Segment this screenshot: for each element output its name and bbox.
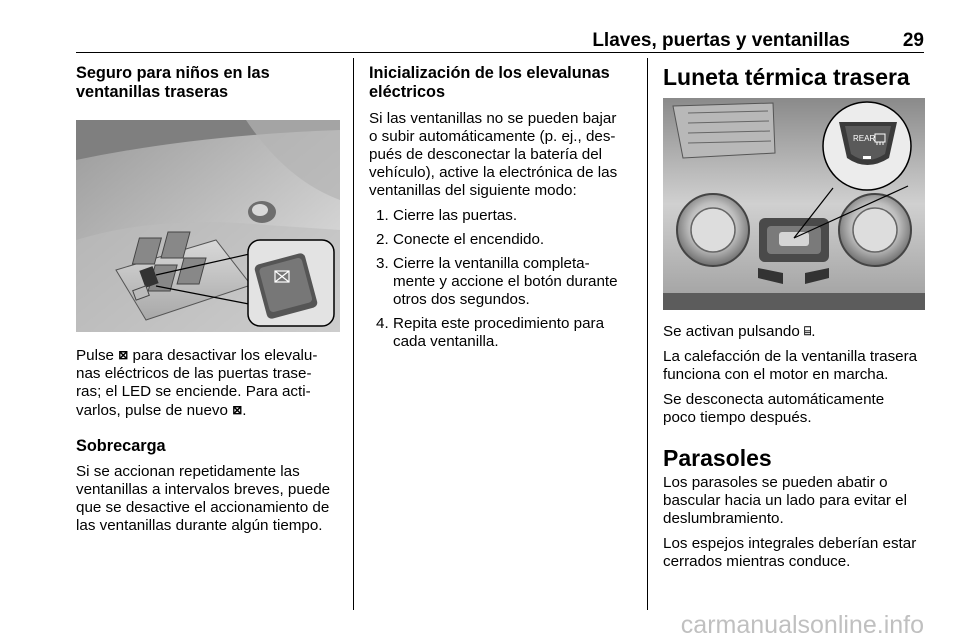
watermark: carmanualsonline.info	[680, 611, 924, 639]
column-1	[76, 64, 342, 542]
list-item: 4. Repita este procedimiento para cada ventanilla.	[376, 315, 605, 350]
center-console-drawing	[663, 98, 925, 310]
initialization-steps	[369, 207, 635, 351]
overload-paragraph: Si se accionan repetidamente las ventanillas a intervalos breves, puede que se desactive el accionamiento de las ventanillas durante algún tiempo.	[76, 463, 331, 534]
defrost-engine-paragraph: La calefacción de la ventanilla trasera funciona con el motor en marcha.	[663, 348, 918, 383]
column-divider-2	[647, 58, 648, 610]
heading-sun-visors: Parasoles	[663, 445, 772, 471]
defrost-activate-paragraph: Se activan pulsando ⌸.	[663, 323, 816, 340]
heading-rear-defrost: Luneta térmica trasera	[663, 64, 910, 90]
heading-overload: Sobrecarga	[76, 437, 166, 455]
list-item: 1. Cierre las puertas.	[376, 207, 518, 224]
header-rule	[76, 52, 924, 53]
heading-window-initialization: Inicialización de los elevalunas eléctricos	[369, 64, 610, 101]
column-3	[663, 64, 927, 578]
vanity-mirror-paragraph: Los espejos integrales deberían estar cerrados mientras conduce.	[663, 535, 917, 570]
rear-window-defrost-icon: ⌸	[804, 324, 812, 338]
defrost-auto-off-paragraph: Se desconecta automáticamente poco tiempo después.	[663, 391, 885, 426]
page-header-title: Llaves, puertas y ventanillas	[592, 30, 850, 51]
child-lock-paragraph: Pulse ⊠ para desactivar los elevalu- nas eléctricos de las puertas trase- ras; el LED se enciende. Para acti- varlos, pulse de nuevo ⊠.	[76, 347, 318, 419]
child-lock-icon: ⊠	[232, 403, 243, 417]
list-item: 2. Conecte el encendido.	[376, 231, 545, 248]
list-item: 3. Cierre la ventanilla completa- mente y accione el botón durante otros dos segundos.	[376, 255, 618, 308]
column-2	[369, 64, 635, 357]
rear-button-label: REAR	[853, 134, 876, 143]
door-panel-illustration	[76, 120, 340, 332]
sun-visors-paragraph: Los parasoles se pueden abatir o bascular hacia un lado para evitar el deslumbramiento.	[663, 474, 907, 527]
heading-child-lock: Seguro para niños en las ventanillas traseras	[76, 64, 270, 101]
initialization-paragraph: Si las ventanillas no se pueden bajar o subir automáticamente (p. ej., des- pués de desconectar la batería del vehículo), active la electrónica de las ventanillas del siguiente modo:	[369, 110, 618, 199]
child-lock-icon: ⊠	[118, 348, 129, 362]
door-window-switch-drawing	[76, 120, 340, 332]
page-number: 29	[902, 30, 924, 51]
dashboard-illustration	[663, 98, 925, 310]
column-divider-1	[353, 58, 354, 610]
